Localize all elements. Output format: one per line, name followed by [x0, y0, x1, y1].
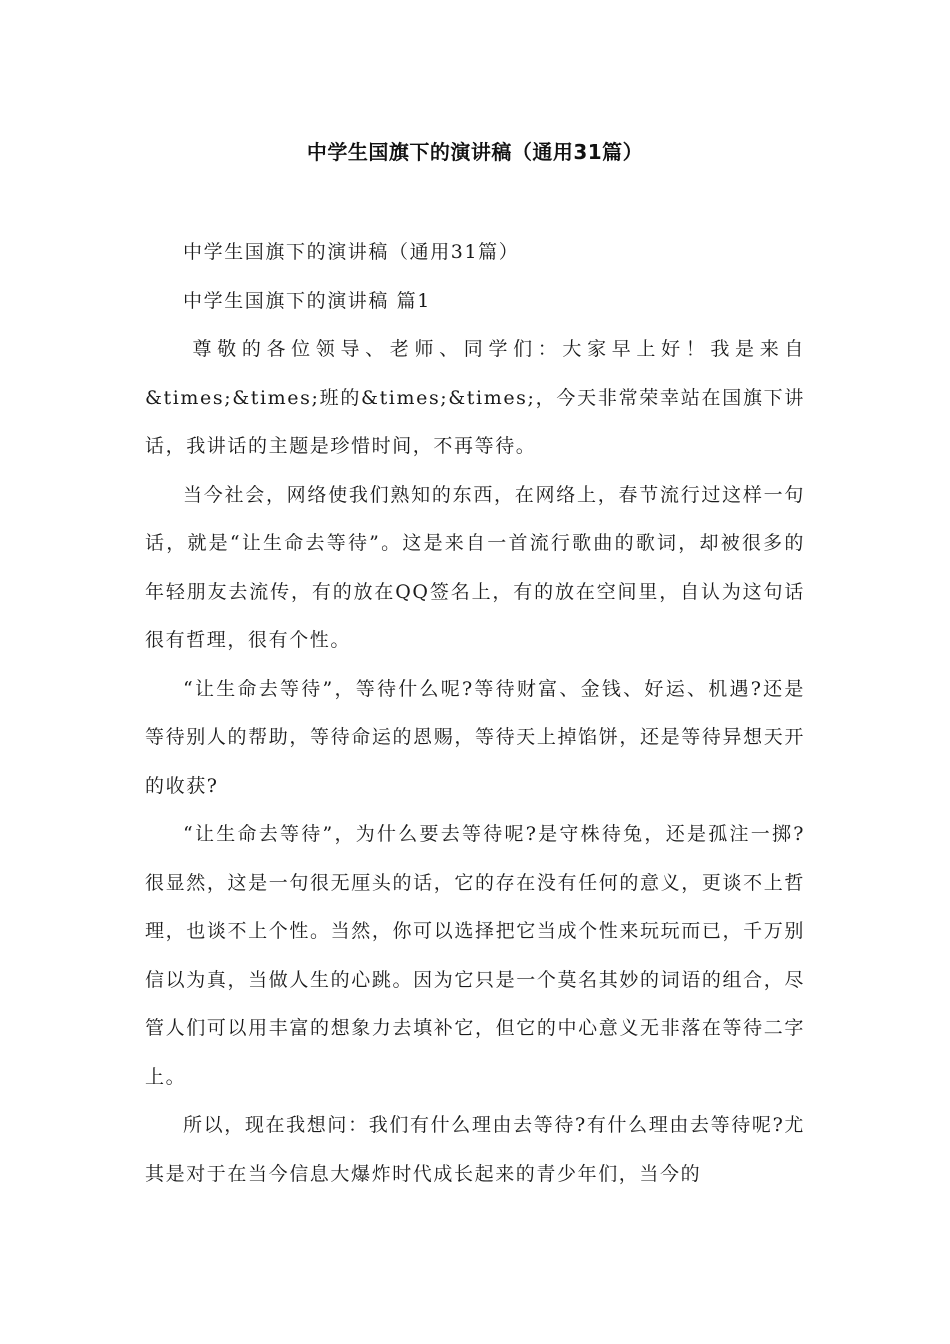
paragraph: 尊敬的各位领导、老师、同学们：大家早上好！我是来自&times;&times;班的&times;&times;，今天非常荣幸站在国旗下讲话，我讲话的主题是珍惜时间，不再等待。 — [145, 338, 805, 457]
paragraph: “让生命去等待”，为什么要去等待呢?是守株待兔，还是孤注一掷?很显然，这是一句很无厘头的话，它的存在没有任何的意义，更谈不上哲理，也谈不上个性。当然，你可以选择把它当成个性来玩玩而已，千万别信以为真，当做人生的心跳。因为它只是一个莫名其妙的词语的组合，尽管人们可以用丰富的想象力去填补它，但它的中心意义无非落在等待二字上。 — [145, 823, 805, 1088]
document-title: 中学生国旗下的演讲稿（通用31篇） — [306, 140, 644, 164]
paragraph: 所以，现在我想问：我们有什么理由去等待?有什么理由去等待呢?尤其是对于在当今信息大爆炸时代成长起来的青少年们，当今的 — [145, 1114, 805, 1185]
subtitle-line: 中学生国旗下的演讲稿（通用31篇） — [183, 241, 520, 263]
paragraph: 当今社会，网络使我们熟知的东西，在网络上，春节流行过这样一句话，就是“让生命去等待”。这是来自一首流行歌曲的歌词，却被很多的年轻朋友去流传，有的放在QQ签名上，有的放在空间里，自认为这句话很有哲理，很有个性。 — [145, 483, 805, 651]
paragraph: “让生命去等待”，等待什么呢?等待财富、金钱、好运、机遇?还是等待别人的帮助，等待命运的恩赐，等待天上掉馅饼，还是等待异想天开的收获? — [145, 677, 805, 797]
section-heading: 中学生国旗下的演讲稿 篇1 — [183, 289, 431, 312]
document-body — [145, 228, 805, 1198]
